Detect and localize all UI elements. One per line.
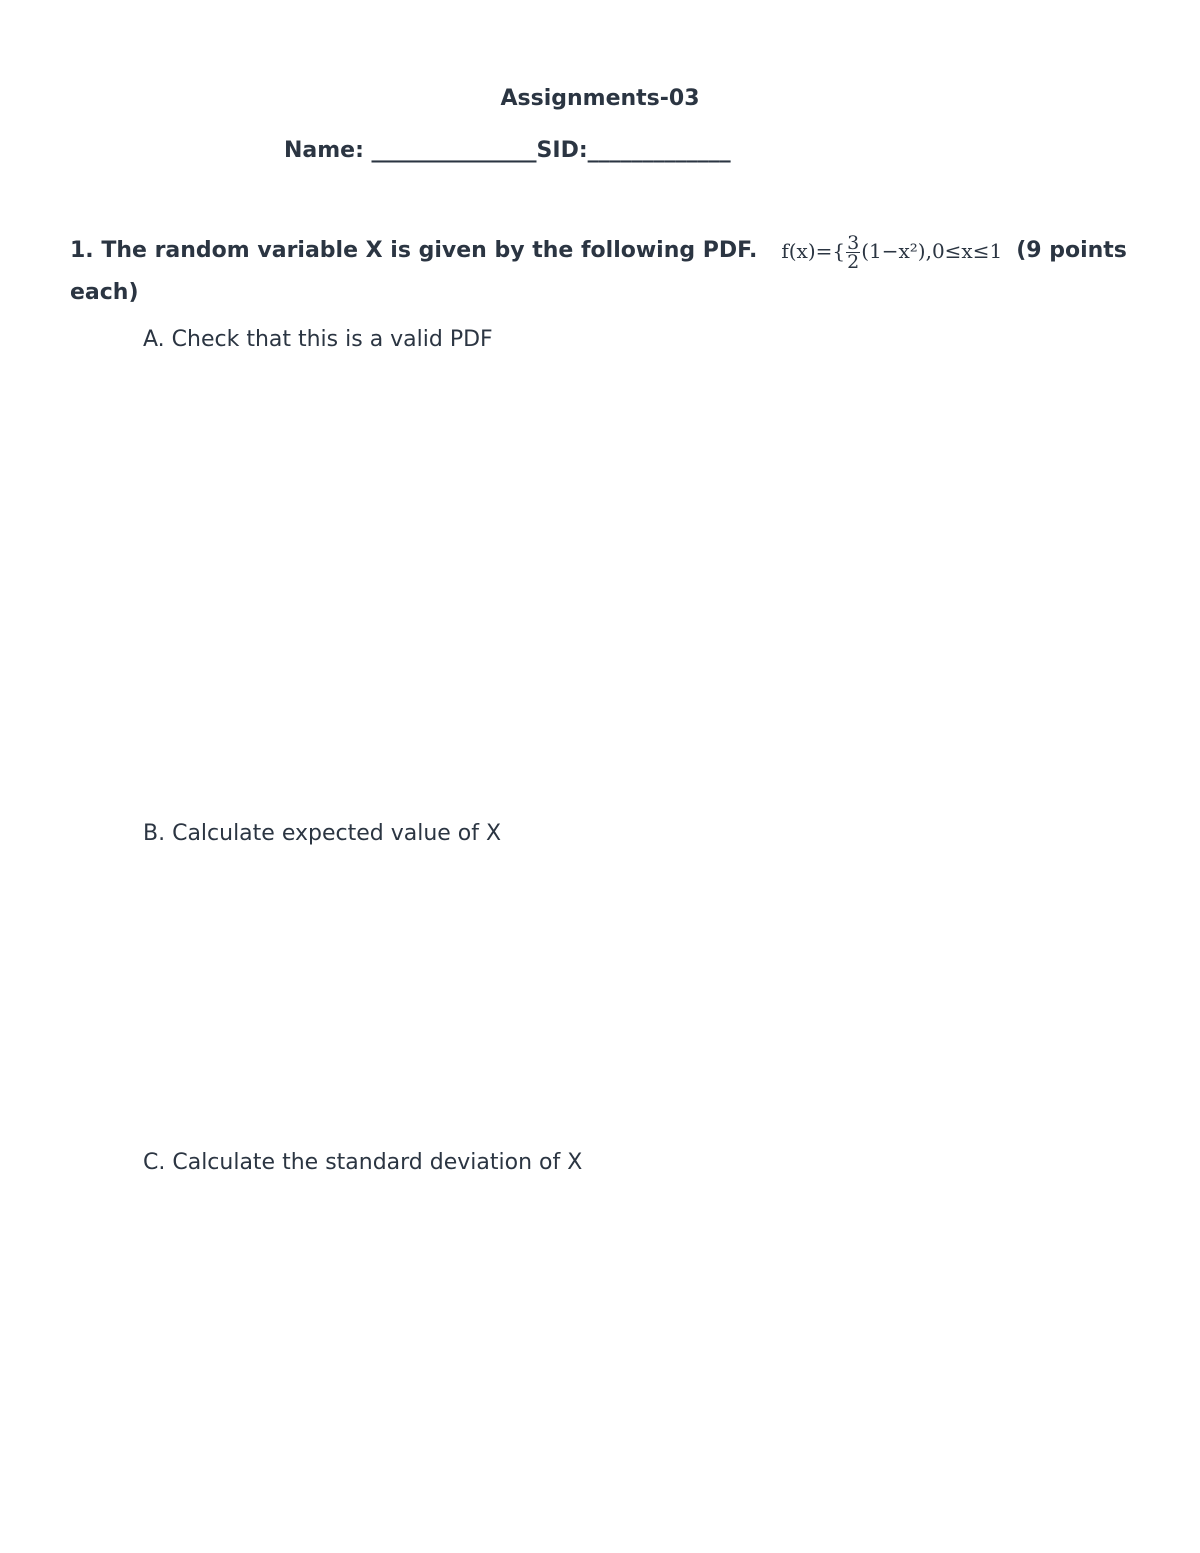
page-title: Assignments-03 (500, 86, 700, 111)
formula-rhs: (1−x²),0≤x≤1 (861, 238, 1003, 263)
question-1 (70, 230, 1130, 313)
fraction-denominator: 2 (847, 250, 860, 273)
question-points: (9 points each) (70, 238, 1127, 305)
question-text: 1. The random variable X is given by the following PDF. (70, 238, 758, 263)
name-sid-line: Name: _______________SID:_____________ (284, 138, 731, 163)
formula-fraction (846, 231, 860, 273)
part-a: A. Check that this is a valid PDF (143, 327, 493, 352)
fraction-numerator: 3 (847, 231, 860, 254)
part-c: C. Calculate the standard deviation of X (143, 1150, 583, 1175)
pdf-formula (781, 231, 1002, 272)
formula-lhs: f(x)={ (781, 238, 846, 263)
part-b: B. Calculate expected value of X (143, 821, 502, 846)
